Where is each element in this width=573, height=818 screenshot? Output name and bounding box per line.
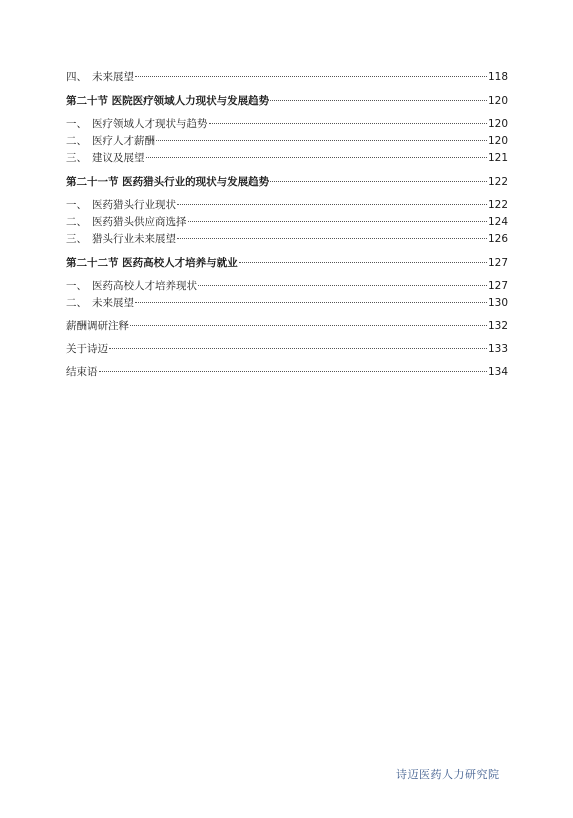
toc-leader-dots (209, 123, 487, 124)
toc-leader-dots (135, 76, 487, 77)
toc-entry[interactable] (66, 174, 508, 191)
toc-entry-page: 127 (487, 257, 508, 269)
toc-entry[interactable] (66, 295, 508, 312)
toc-entry-label (66, 69, 134, 86)
toc-entry[interactable] (66, 231, 508, 248)
toc-leader-dots (188, 221, 487, 222)
toc-entry-page: 132 (487, 320, 508, 332)
toc-entry-label (66, 214, 187, 231)
toc-entry[interactable] (66, 278, 508, 295)
toc-entry[interactable] (66, 116, 508, 133)
toc-entry-page: 133 (487, 343, 508, 355)
toc-entry-page: 120 (487, 95, 508, 107)
toc-entry-number: 一、 (66, 199, 87, 211)
toc-entry-page: 130 (487, 297, 508, 309)
toc-leader-dots (177, 204, 487, 205)
toc-entry-label (66, 231, 176, 248)
toc-leader-dots (146, 157, 487, 158)
toc-entry-page: 121 (487, 152, 508, 164)
toc-leader-dots (177, 238, 487, 239)
toc-leader-dots (198, 285, 487, 286)
toc-entry[interactable] (66, 341, 508, 358)
toc-leader-dots (270, 181, 487, 182)
toc-leader-dots (270, 100, 487, 101)
toc-entry-title: 未来展望 (92, 71, 134, 83)
toc-entry-title: 医疗人才薪酬 (92, 135, 155, 147)
toc-entry-title: 关于诗迈 (66, 343, 108, 355)
toc-entry-title: 第二十一节 医药猎头行业的现状与发展趋势 (66, 176, 270, 188)
toc-leader-dots (239, 262, 487, 263)
toc-entry-number: 三、 (66, 152, 87, 164)
toc-entry-page: 124 (487, 216, 508, 228)
toc-leader-dots (135, 302, 487, 303)
toc-entry-title: 薪酬调研注释 (66, 320, 129, 332)
toc-entry-label (66, 295, 134, 312)
table-of-contents (66, 69, 508, 381)
toc-entry[interactable] (66, 93, 508, 110)
toc-leader-dots (156, 140, 487, 141)
toc-entry-title: 第二十节 医院医疗领域人力现状与发展趋势 (66, 95, 270, 107)
toc-entry-title: 建议及展望 (92, 152, 145, 164)
toc-entry[interactable] (66, 133, 508, 150)
toc-leader-dots (130, 325, 487, 326)
toc-entry-page: 118 (487, 71, 508, 83)
toc-entry-number: 二、 (66, 297, 87, 309)
toc-entry-page: 120 (487, 135, 508, 147)
toc-entry[interactable] (66, 364, 508, 381)
toc-entry-number: 三、 (66, 233, 87, 245)
toc-entry-label (66, 341, 108, 358)
toc-entry[interactable] (66, 255, 508, 272)
toc-entry[interactable] (66, 214, 508, 231)
toc-entry-number: 一、 (66, 118, 87, 130)
toc-entry-label (66, 116, 208, 133)
toc-entry-label (66, 255, 238, 272)
toc-entry[interactable] (66, 69, 508, 86)
toc-entry-title: 医疗领域人才现状与趋势 (92, 118, 208, 130)
toc-entry-label (66, 318, 129, 335)
toc-entry-label (66, 364, 98, 381)
toc-entry-label (66, 93, 269, 110)
toc-entry-label (66, 278, 197, 295)
toc-entry-title: 第二十二节 医药高校人才培养与就业 (66, 257, 238, 269)
toc-entry-title: 猎头行业未来展望 (92, 233, 176, 245)
toc-entry-page: 127 (487, 280, 508, 292)
toc-entry-page: 134 (487, 366, 508, 378)
toc-entry-label (66, 197, 176, 214)
toc-entry[interactable] (66, 318, 508, 335)
toc-entry-page: 122 (487, 176, 508, 188)
toc-entry-number: 一、 (66, 280, 87, 292)
toc-entry-label (66, 133, 155, 150)
toc-entry-title: 结束语 (66, 366, 98, 378)
toc-entry-number: 二、 (66, 216, 87, 228)
toc-entry-label (66, 174, 269, 191)
toc-leader-dots (99, 371, 487, 372)
toc-entry[interactable] (66, 197, 508, 214)
toc-entry-label (66, 150, 145, 167)
toc-entry-page: 126 (487, 233, 508, 245)
toc-entry-title: 医药猎头行业现状 (92, 199, 176, 211)
toc-entry[interactable] (66, 150, 508, 167)
toc-entry-title: 医药高校人才培养现状 (92, 280, 197, 292)
toc-entry-page: 122 (487, 199, 508, 211)
toc-entry-page: 120 (487, 118, 508, 130)
toc-entry-title: 医药猎头供应商选择 (92, 216, 187, 228)
toc-entry-number: 四、 (66, 71, 87, 83)
footer-brand: 诗迈医药人力研究院 (396, 768, 500, 781)
toc-leader-dots (109, 348, 487, 349)
toc-entry-title: 未来展望 (92, 297, 134, 309)
toc-entry-number: 二、 (66, 135, 87, 147)
